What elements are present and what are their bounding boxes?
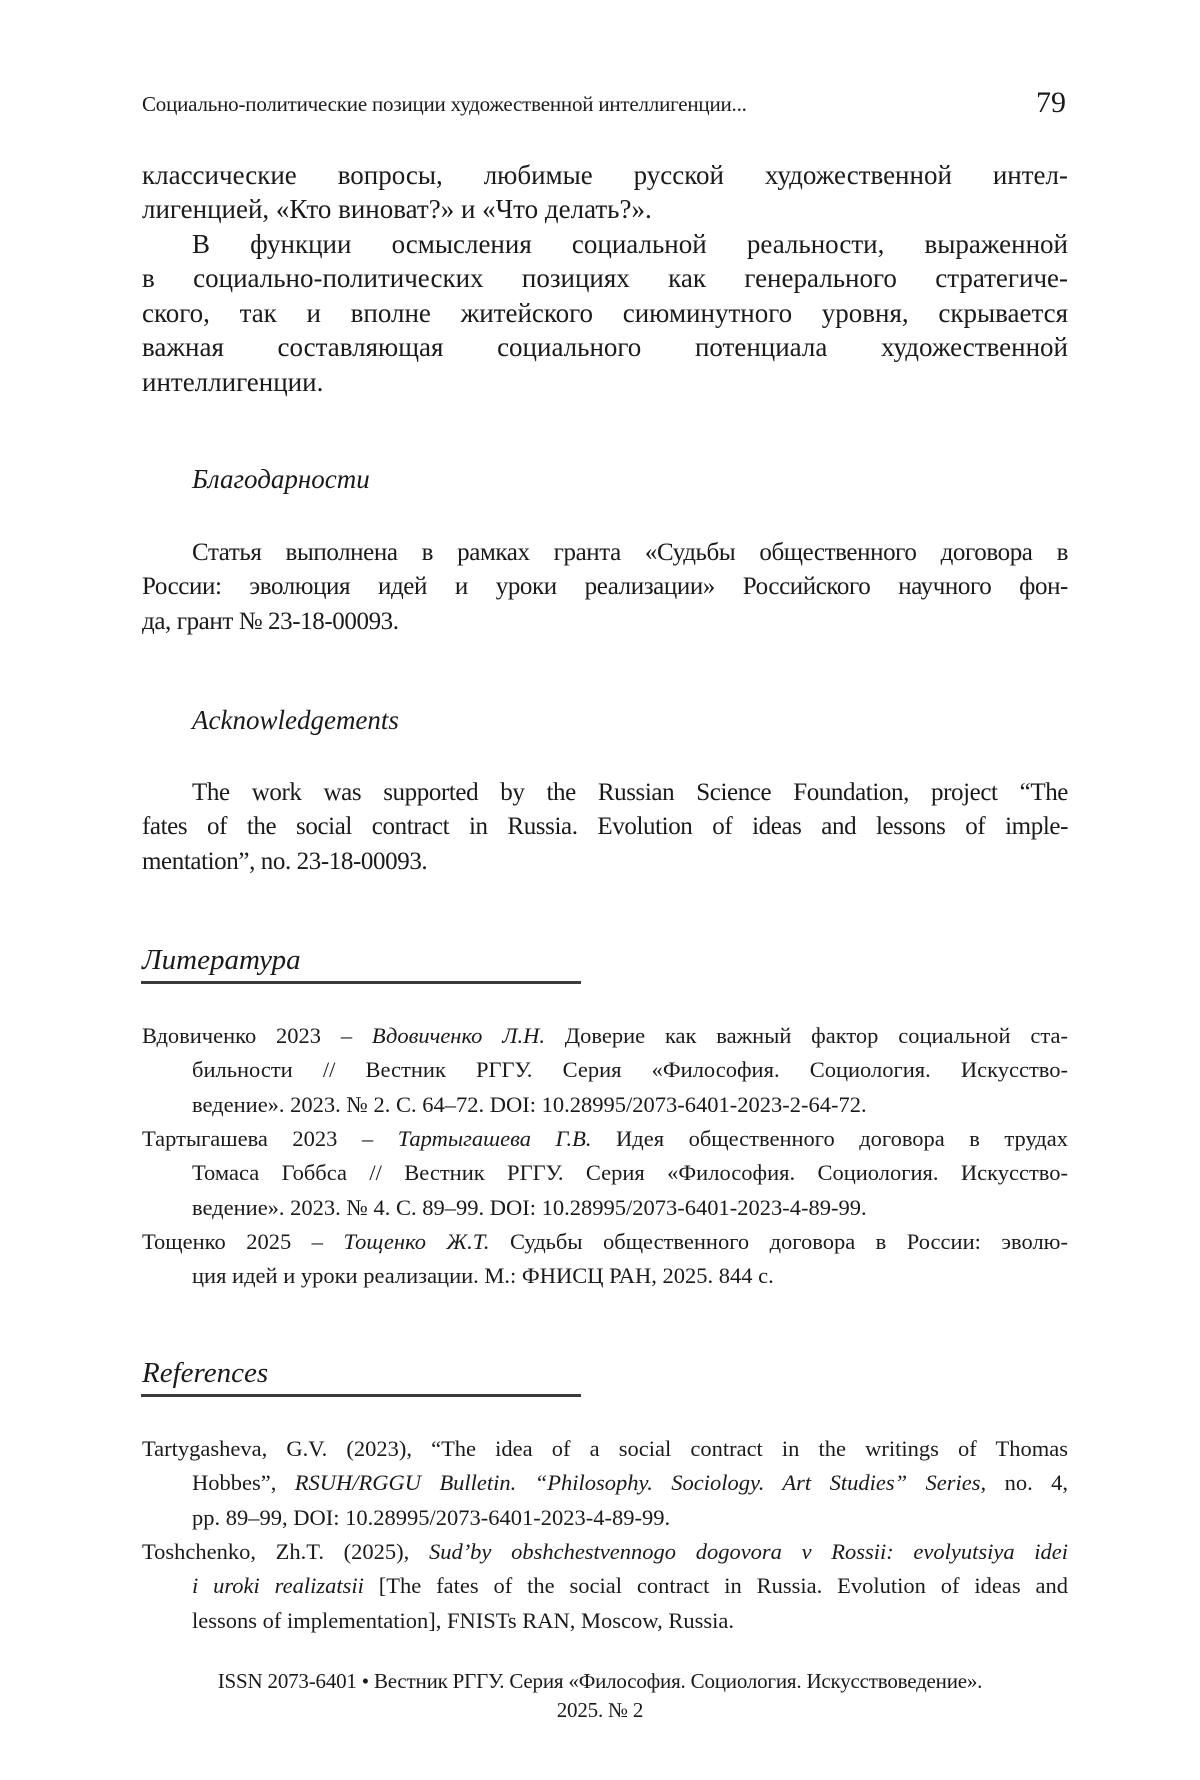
body-line: важная составляющая социального потенциала художественной	[142, 332, 1068, 362]
ack-line: mentation”, no. 23-18-00093.	[142, 848, 428, 875]
ref-author: Тощенко Ж.Т.	[343, 1229, 490, 1254]
ref-line	[142, 1225, 1068, 1259]
ack-line: России: эволюция идей и уроки реализации» Российского научного фон-	[142, 573, 1068, 600]
literature-rule	[141, 981, 581, 984]
references-rule	[141, 1394, 581, 1397]
ref-text: Hobbes”,	[192, 1470, 295, 1495]
ack-line: да, грант № 23-18-00093.	[142, 608, 399, 635]
ref-line: ведение». 2023. № 2. С. 64–72. DOI: 10.28995/2073-6401-2023-2-64-72.	[192, 1092, 867, 1117]
body-line: в социально-политических позициях как генерального стратегиче-	[142, 263, 1068, 293]
acknowledgements-ru-heading: Благодарности	[192, 464, 370, 494]
acknowledgements-en-heading: Acknowledgements	[192, 705, 399, 735]
ref-line: pp. 89–99, DOI: 10.28995/2073-6401-2023-4-89-99.	[192, 1505, 671, 1530]
ref-line	[142, 1122, 1068, 1156]
ref-title: Судьбы общественного договора в России: эволю-	[489, 1229, 1068, 1254]
ref-line	[192, 1569, 1068, 1603]
running-title: Социально-политические позиции художественной интеллигенции...	[142, 92, 747, 116]
ref-line: Томаса Гоббса // Вестник РГГУ. Серия «Философия. Социология. Искусство-	[192, 1160, 1068, 1185]
ref-line	[192, 1466, 1068, 1500]
ref-author: Тартыгашева Г.В.	[397, 1126, 592, 1151]
ref-text: Toshchenko, Zh.T. (2025),	[142, 1539, 429, 1564]
ref-label: Вдовиченко 2023 –	[142, 1023, 372, 1048]
ref-title: Sud’by obshchestvennogo dogovora v Rossii: evolyutsiya idei	[428, 1539, 1068, 1564]
ref-author: Вдовиченко Л.Н.	[371, 1023, 545, 1048]
ref-title: Доверие как важный фактор социальной ста-	[544, 1023, 1068, 1048]
ack-line: Статья выполнена в рамках гранта «Судьбы общественного договора в	[192, 539, 1068, 566]
ref-text: [The fates of the social contract in Russia. Evolution of ideas and	[363, 1573, 1068, 1598]
ref-text: no. 4,	[986, 1470, 1068, 1495]
literature-heading: Литература	[142, 944, 301, 976]
references-heading: References	[142, 1357, 269, 1389]
ref-label: Тартыгашева 2023 –	[142, 1126, 398, 1151]
ref-line: ведение». 2023. № 4. С. 89–99. DOI: 10.28995/2073-6401-2023-4-89-99.	[192, 1195, 867, 1220]
ref-line: бильности // Вестник РГГУ. Серия «Философия. Социология. Искусство-	[192, 1057, 1068, 1082]
body-line: классические вопросы, любимые русской художественной интел-	[142, 160, 1068, 190]
ack-line: The work was supported by the Russian Science Foundation, project “The	[192, 779, 1068, 806]
page-number: 79	[1036, 86, 1066, 119]
journal-footer-line1: ISSN 2073-6401 • Вестник РГГУ. Серия «Философия. Социология. Искусствоведение».	[217, 1669, 983, 1693]
journal-footer-line2: 2025. № 2	[556, 1698, 644, 1722]
ref-title: Идея общественного договора в трудах	[591, 1126, 1068, 1151]
ref-title: i uroki realizatsii	[192, 1573, 364, 1598]
ack-line: fates of the social contract in Russia. Evolution of ideas and lessons of imple-	[142, 813, 1068, 840]
ref-line: ция идей и уроки реализации. М.: ФНИСЦ РАН, 2025. 844 с.	[192, 1263, 774, 1288]
ref-line: Tartygasheva, G.V. (2023), “The idea of a social contract in the writings of Thomas	[142, 1436, 1068, 1461]
ref-line	[142, 1019, 1068, 1053]
body-line: лигенцией, «Кто виноват?» и «Что делать?».	[142, 194, 652, 224]
ref-line	[142, 1535, 1068, 1569]
body-line: интеллигенции.	[142, 367, 324, 397]
ref-label: Тощенко 2025 –	[142, 1229, 344, 1254]
body-line: В функции осмысления социальной реальности, выраженной	[192, 229, 1068, 259]
ref-line: lessons of implementation], FNISTs RAN, Moscow, Russia.	[192, 1608, 734, 1633]
body-line: ского, так и вполне житейского сиюминутного уровня, скрывается	[142, 298, 1068, 328]
ref-journal: RSUH/RGGU Bulletin. “Philosophy. Sociology. Art Studies” Series,	[294, 1470, 987, 1495]
